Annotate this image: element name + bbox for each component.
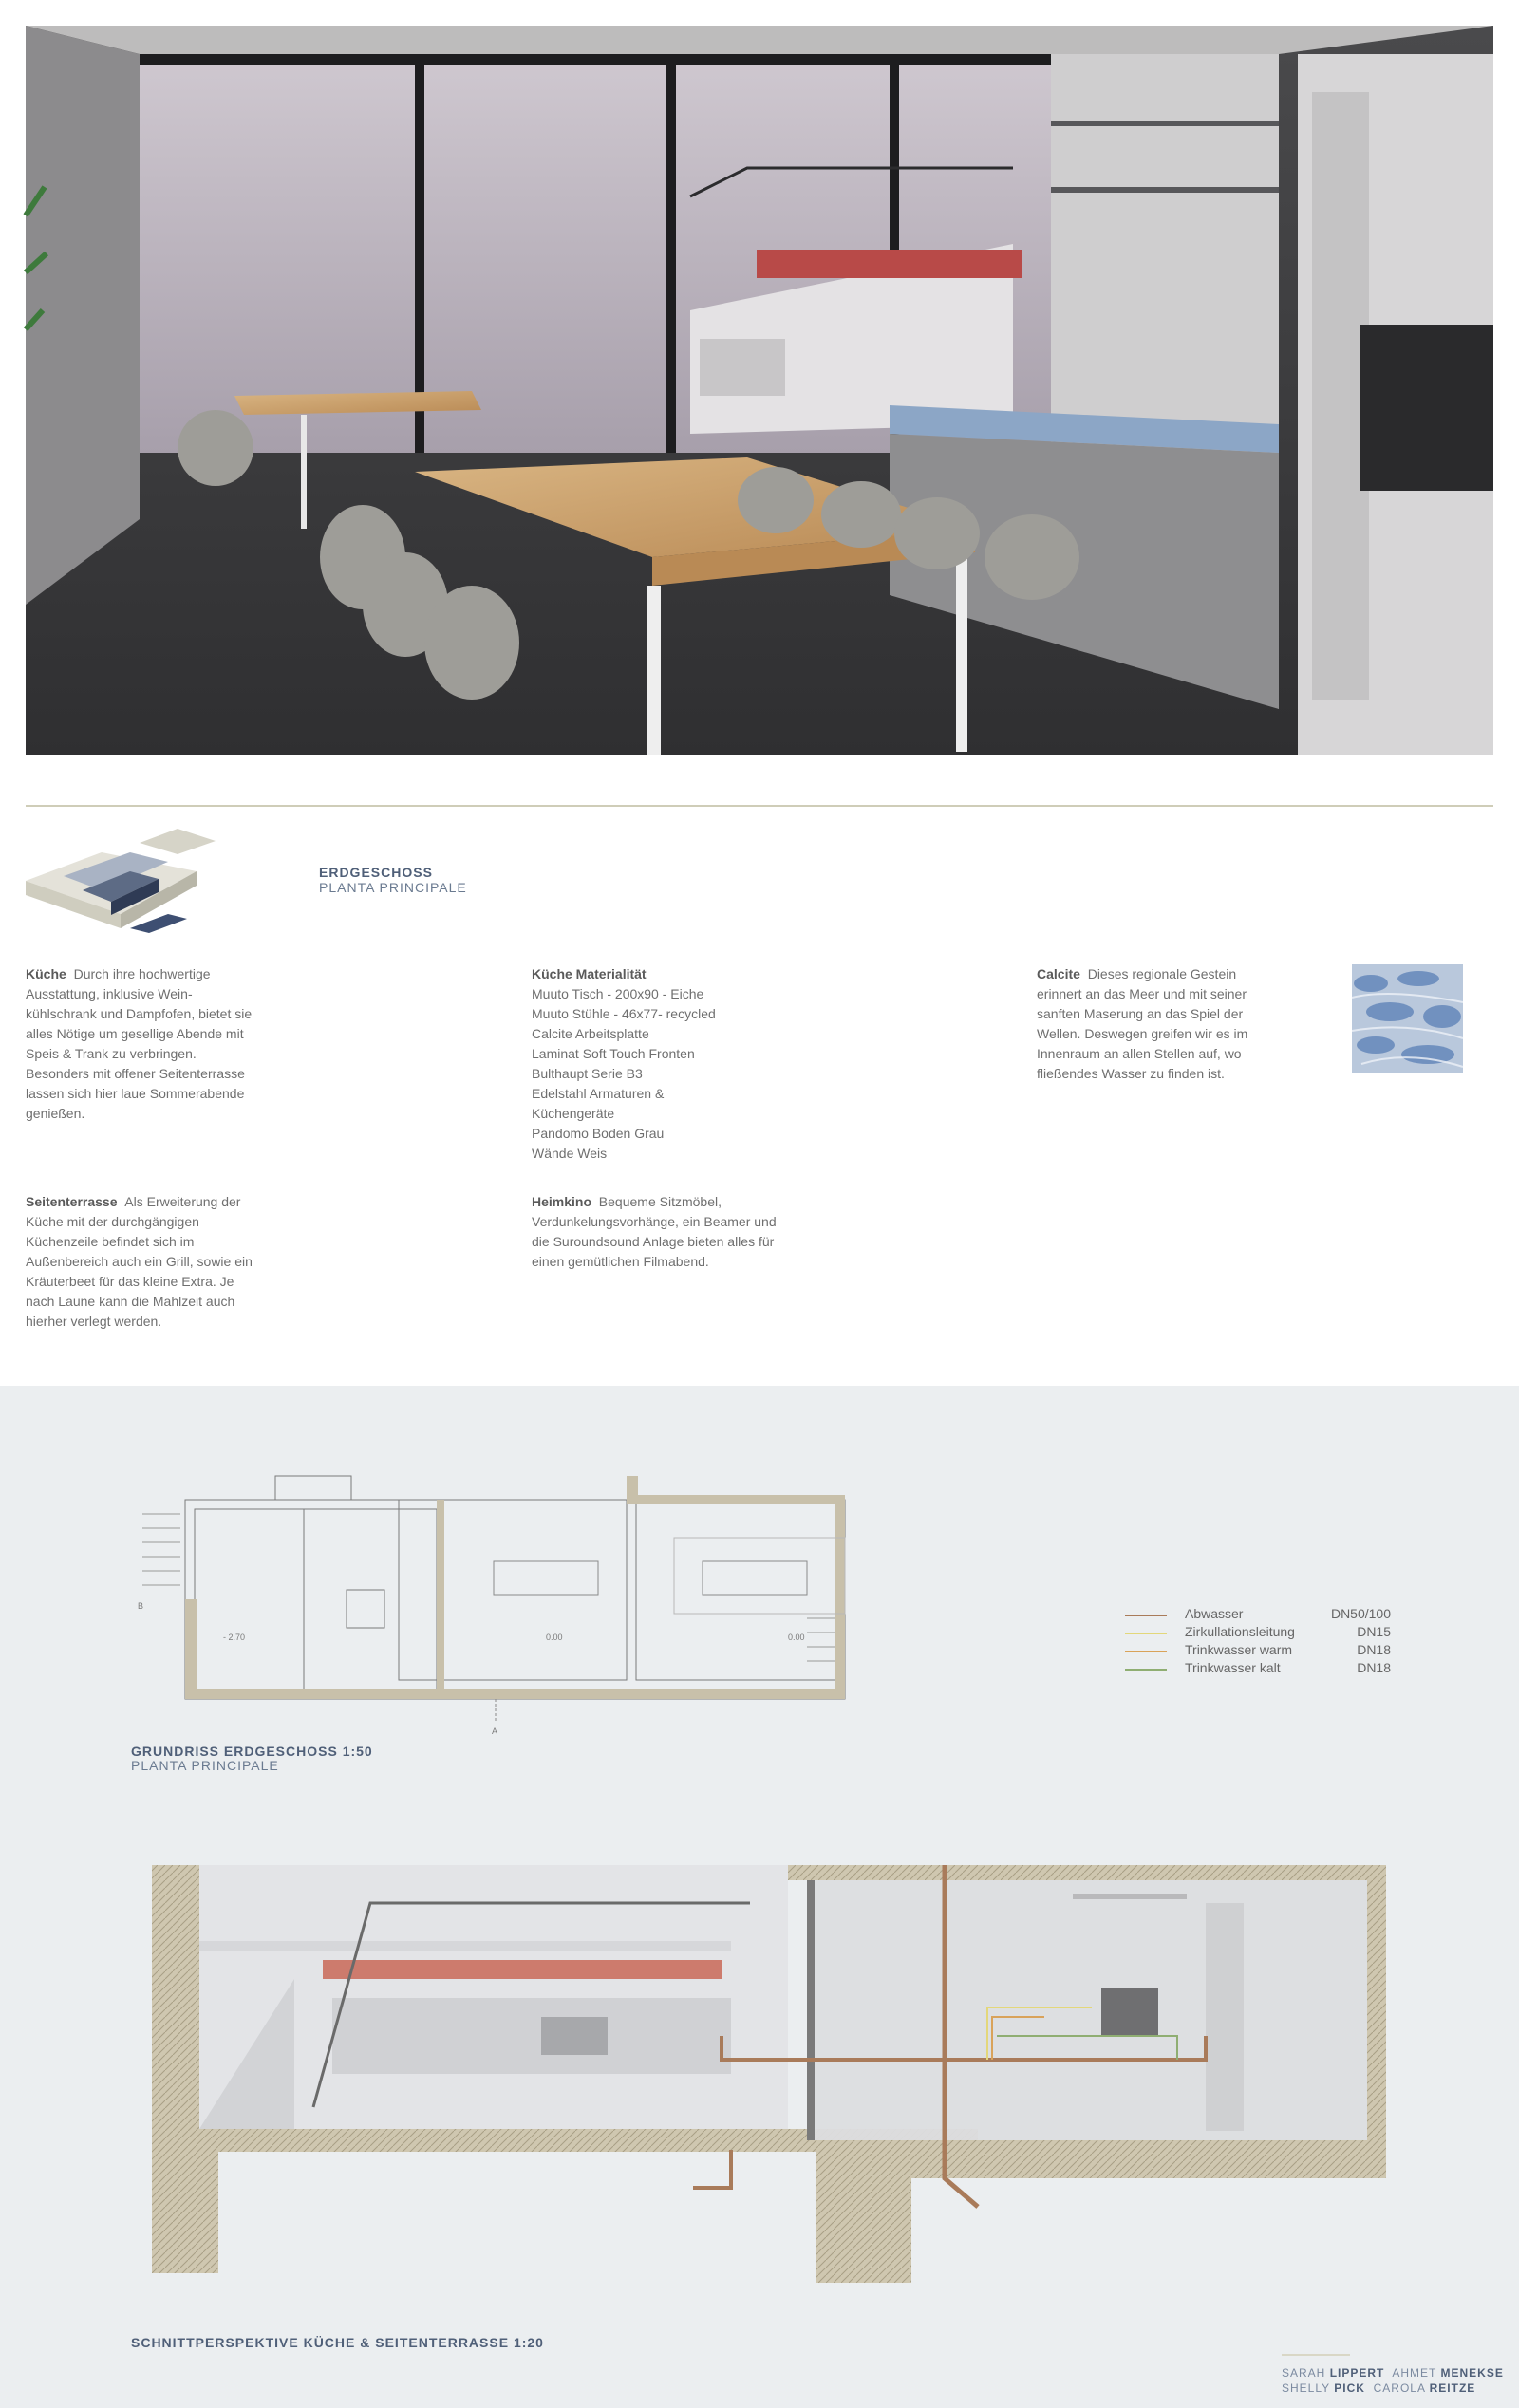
kueche-text [26, 964, 263, 1124]
legend-name: Abwasser [1185, 1606, 1244, 1621]
plan-caption-line1: GRUNDRISS ERDGESCHOSS 1:50 [131, 1744, 373, 1759]
kueche-body: Durch ihre hochwertige Ausstattung, inklusive Wein-kühlschrank und Dampfofen, bietet sie alles Nötige um gesellige Abende mit Speis & Trank zu verbringen. Besonders mit offener Seitenterrasse lassen sich hier laue Sommerabende genießen. [26, 966, 253, 1121]
calcite-stone-swatch [1352, 964, 1463, 1073]
legend-name: Trinkwasser warm [1185, 1642, 1293, 1657]
kitchen-render-image [26, 26, 1493, 755]
credits-line1 [1282, 2365, 1504, 2380]
material-title: Küche Materialität [532, 966, 647, 981]
section-caption [131, 2336, 544, 2350]
pipe-legend [1125, 1606, 1391, 1678]
legend-line [1125, 1669, 1167, 1671]
section-heading [319, 865, 467, 895]
legend-line [1125, 1633, 1167, 1634]
heimkino-title: Heimkino [532, 1194, 592, 1209]
legend-dn: DN50/100 [1330, 1606, 1391, 1621]
legend-dn: DN15 [1357, 1624, 1391, 1639]
heimkino-text [532, 1192, 778, 1272]
plan-label-a: A [492, 1727, 498, 1736]
credits-divider [1282, 2354, 1350, 2356]
author-last: MENEKSE [1440, 2366, 1504, 2380]
calcite-title: Calcite [1037, 966, 1080, 981]
divider-line [26, 805, 1493, 807]
author-last: LIPPERT [1329, 2366, 1385, 2380]
section-caption-line: SCHNITTPERSPEKTIVE KÜCHE & SEITENTERRASSE 1:20 [131, 2335, 544, 2350]
legend-dn: DN18 [1357, 1642, 1391, 1657]
author-first: SARAH [1282, 2366, 1326, 2380]
plan-level-1: - 2.70 [223, 1633, 246, 1642]
plan-level-2: 0.00 [546, 1633, 563, 1642]
material-item: Muuto Tisch - 200x90 - Eiche [532, 986, 704, 1001]
legend-name: Trinkwasser kalt [1185, 1660, 1281, 1675]
material-item: Edelstahl Armaturen & [532, 1086, 665, 1101]
kueche-title: Küche [26, 966, 66, 981]
calcite-text [1037, 964, 1274, 1084]
material-item: Wände Weis [532, 1146, 608, 1161]
heimkino-body: Bequeme Sitzmöbel, Verdunkelungsvorhänge, ein Beamer und die Suroundsound Anlage bieten alles für einen gemütlichen Filmabend. [532, 1194, 777, 1269]
legend-row [1125, 1624, 1391, 1642]
legend-dn: DN18 [1357, 1660, 1391, 1675]
author-first: AHMET [1392, 2366, 1437, 2380]
floor-axonometric-icon [26, 824, 216, 947]
legend-line [1125, 1615, 1167, 1616]
credits-line2 [1282, 2380, 1504, 2396]
seitenterrasse-text [26, 1192, 263, 1332]
author-credits [1282, 2354, 1504, 2396]
plan-caption [131, 1745, 373, 1773]
legend-row [1125, 1660, 1391, 1678]
plan-level-3: 0.00 [788, 1633, 805, 1642]
author-first: CAROLA [1373, 2381, 1426, 2395]
seitenterrasse-title: Seitenterrasse [26, 1194, 118, 1209]
legend-name: Zirkullationsleitung [1185, 1624, 1295, 1639]
legend-line [1125, 1651, 1167, 1652]
material-item: Bulthaupt Serie B3 [532, 1066, 643, 1081]
material-item: Küchengeräte [532, 1106, 615, 1121]
calcite-body: Dieses regionale Gestein erinnert an das Meer und mit seiner sanften Maserung an das Spiel der Wellen. Deswegen greifen wir es im Innenraum an allen Stellen auf, wo fließendes Wasser zu finden ist. [1037, 966, 1248, 1081]
heading-line1: ERDGESCHOSS [319, 865, 433, 880]
floor-plan-drawing [138, 1457, 902, 1742]
seitenterrasse-body: Als Erweiterung der Küche mit der durchgängigen Küchenzeile befindet sich im Außenbereich auch ein Grill, sowie ein Kräuterbeet für das kleine Extra. Je nach Laune kann die Mahlzeit auch hierher verlegt werden. [26, 1194, 253, 1329]
plan-caption-line2: PLANTA PRINCIPALE [131, 1758, 279, 1773]
material-item: Muuto Stühle - 46x77- recycled [532, 1006, 716, 1021]
legend-row [1125, 1642, 1391, 1660]
material-item: Calcite Arbeitsplatte [532, 1026, 649, 1041]
author-last: REITZE [1429, 2381, 1476, 2395]
plan-label-b: B [138, 1601, 144, 1611]
legend-row [1125, 1606, 1391, 1624]
author-first: SHELLY [1282, 2381, 1330, 2395]
material-item: Laminat Soft Touch Fronten [532, 1046, 695, 1061]
material-list [532, 964, 778, 1164]
material-item: Pandomo Boden Grau [532, 1126, 665, 1141]
author-last: PICK [1334, 2381, 1365, 2395]
heading-line2: PLANTA PRINCIPALE [319, 880, 467, 895]
section-perspective-drawing [142, 1865, 1386, 2283]
